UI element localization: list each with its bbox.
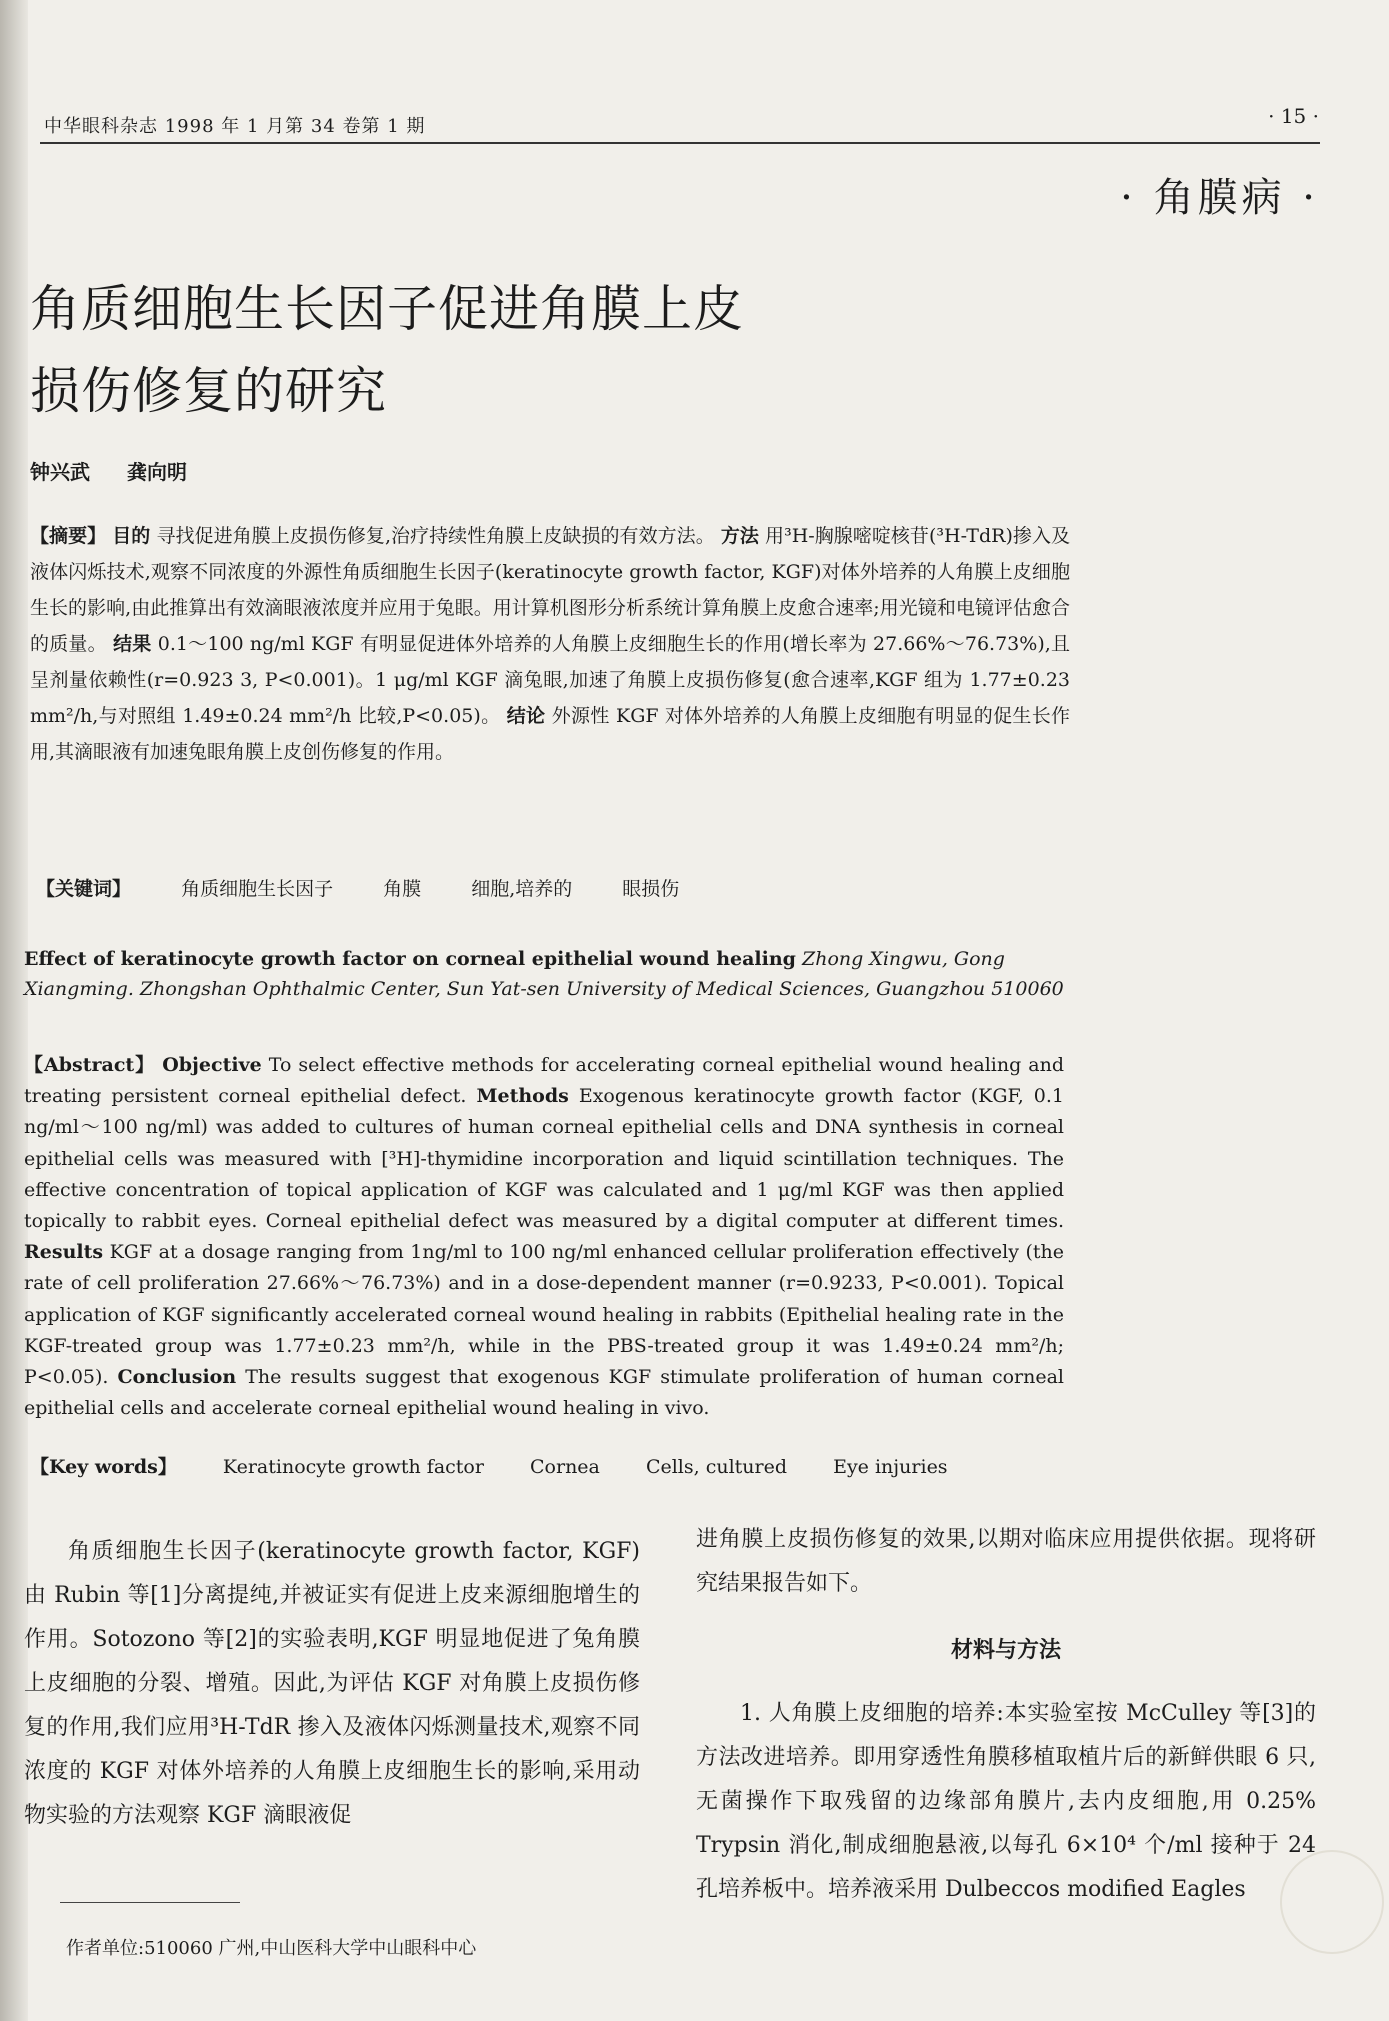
keywords-cn-label: 【关键词】 xyxy=(36,878,132,900)
authors: 钟兴武 龚向明 xyxy=(30,460,187,484)
keywords-en-label: 【Key words】 xyxy=(30,1456,177,1478)
abstract-en-methods: Exogenous keratinocyte growth factor (KGF, 0.1 ng/ml～100 ng/ml) was added to cultures of human corneal epithelial cells and DNA synthesis in corneal epithelial cells was measured with [³H]-thymidine incorporation and liquid scintillation techniques. The effective concentration of topical application of KGF was calculated and 1 μg/ml KGF was then applied topically to rabbit eyes. Corneal epithelial defect was measured by a digital computer at different times. xyxy=(24,1085,1065,1233)
abstract-en-conclusion-label: Conclusion xyxy=(117,1366,237,1389)
keywords-chinese xyxy=(36,874,679,901)
journal-header: 中华眼科杂志 1998 年 1 月第 34 卷第 1 期 xyxy=(44,116,426,137)
article-title xyxy=(30,268,890,432)
english-affiliation: Zhong Xingwu, Gong Xiangming. Zhongshan Ophthalmic Center, Sun Yat-sen University of Medical Sciences, Guangzhou 510060 xyxy=(24,948,1064,1000)
abstract-en-conclusion: The results suggest that exogenous KGF stimulate proliferation of human corneal epithelial cells and accelerate corneal epithelial wound healing in vivo. xyxy=(24,1366,1064,1420)
keyword-en: Cells, cultured xyxy=(645,1456,788,1478)
keywords-english xyxy=(30,1452,948,1479)
abstract-cn-results-label: 结果 xyxy=(113,633,152,655)
abstract-en-methods-label: Methods xyxy=(476,1085,569,1108)
abstract-cn-methods-label: 方法 xyxy=(720,525,759,547)
abstract-cn-conclusion: 外源性 KGF 对体外培养的人角膜上皮细胞有明显的促生长作用,其滴眼液有加速兔眼角膜上皮创伤修复的作用。 xyxy=(30,705,1071,763)
abstract-en-results: KGF at a dosage ranging from 1ng/ml to 100 ng/ml enhanced cellular proliferation effectively (the rate of cell proliferation 27.66%～76.73%) and in a dose-dependent manner (r=0.9233, P<0.001). Topical application of KGF significantly accelerated corneal wound healing in rabbits (Epithelial healing rate in the KGF-treated group was 1.77±0.23 mm²/h, while in the PBS-treated group it was 1.49±0.24 mm²/h; P<0.05). xyxy=(24,1241,1064,1389)
keyword-cn: 眼损伤 xyxy=(622,878,680,900)
abstract-english xyxy=(24,1050,1064,1424)
header-rule xyxy=(40,142,1320,144)
keyword-cn: 角膜 xyxy=(383,878,422,900)
keyword-en: Keratinocyte growth factor xyxy=(222,1456,484,1478)
author-affiliation-footnote: 作者单位:510060 广州,中山医科大学中山眼科中心 xyxy=(66,1938,477,1959)
english-heading xyxy=(24,944,1064,1004)
title-line-2: 损伤修复的研究 xyxy=(30,362,387,420)
keyword-cn: 角质细胞生长因子 xyxy=(181,878,334,900)
abstract-en-objective-label: Objective xyxy=(162,1054,262,1076)
abstract-en-objective: To select effective methods for accelerating corneal epithelial wound healing and treating persistent corneal epithelial defect. xyxy=(24,1054,1065,1108)
body-column-right xyxy=(696,1518,1316,1912)
english-title: Effect of keratinocyte growth factor on corneal epithelial wound healing xyxy=(24,948,796,970)
abstract-cn-conclusion-label: 结论 xyxy=(506,705,546,727)
abstract-cn-results: 0.1～100 ng/ml KGF 有明显促进体外培养的人角膜上皮细胞生长的作用(增长率为 27.66%～76.73%),且呈剂量依赖性(r=0.923 3, P<0.001)。1 μg/ml KGF 滴兔眼,加速了角膜上皮损伤修复(愈合速率,KGF 组为 1.77±0.23 mm²/h,与对照组 1.49±0.24 mm²/h 比较,P<0.05)。 xyxy=(30,633,1070,727)
library-stamp xyxy=(1280,1850,1384,1954)
keyword-en: Eye injuries xyxy=(833,1456,948,1478)
keyword-cn: 细胞,培养的 xyxy=(471,878,573,900)
body-paragraph: 角质细胞生长因子(keratinocyte growth factor, KGF)由 Rubin 等[1]分离提纯,并被证实有促进上皮来源细胞增生的作用。Sotozono 等[2]的实验表明,KGF 明显地促进了兔角膜上皮细胞的分裂、增殖。因此,为评估 KGF 对角膜上皮损伤修复的作用,我们应用³H-TdR 掺入及液体闪烁测量技术,观察不同浓度的 KGF 对体外培养的人角膜上皮细胞生长的影响,采用动物实验的方法观察 KGF 滴眼液促 xyxy=(24,1539,640,1828)
keyword-en: Cornea xyxy=(530,1456,600,1478)
abstract-cn-label: 【摘要】 xyxy=(30,525,107,547)
body-paragraph: 1. 人角膜上皮细胞的培养:本实验室按 McCulley 等[3]的方法改进培养。即用穿透性角膜移植取植片后的新鲜供眼 6 只,无菌操作下取残留的边缘部角膜片,去内皮细胞,用 0.25% Trypsin 消化,制成细胞悬液,以每孔 6×10⁴ 个/ml 接种于 24 孔培养板中。培养液采用 Dulbeccos modified Eagles xyxy=(696,1701,1316,1902)
abstract-en-results-label: Results xyxy=(24,1241,104,1264)
abstract-cn-methods: 用³H-胸腺嘧啶核苷(³H-TdR)掺入及液体闪烁技术,观察不同浓度的外源性角质细胞生长因子(keratinocyte growth factor, KGF)对体外培养的人角膜上皮细胞生长的影响,由此推算出有效滴眼液浓度并应用于兔眼。用计算机图形分析系统计算角膜上皮愈合速率;用光镜和电镜评估愈合的质量。 xyxy=(30,525,1070,655)
body-paragraph: 进角膜上皮损伤修复的效果,以期对临床应用提供依据。现将研究结果报告如下。 xyxy=(696,1527,1316,1596)
abstract-en-label: 【Abstract】 xyxy=(24,1054,156,1076)
section-heading: 材料与方法 xyxy=(950,1637,1061,1663)
abstract-cn-objective: 寻找促进角膜上皮损伤修复,治疗持续性角膜上皮缺损的有效方法。 xyxy=(156,525,715,547)
page-number: · 15 · xyxy=(1268,104,1319,128)
footnote-rule xyxy=(60,1902,240,1903)
section-label: · 角膜病 · xyxy=(1120,175,1319,221)
abstract-cn-objective-label: 目的 xyxy=(112,525,151,547)
body-column-left xyxy=(24,1530,640,1838)
abstract-chinese xyxy=(30,518,1070,770)
title-line-1: 角质细胞生长因子促进角膜上皮 xyxy=(30,280,744,338)
